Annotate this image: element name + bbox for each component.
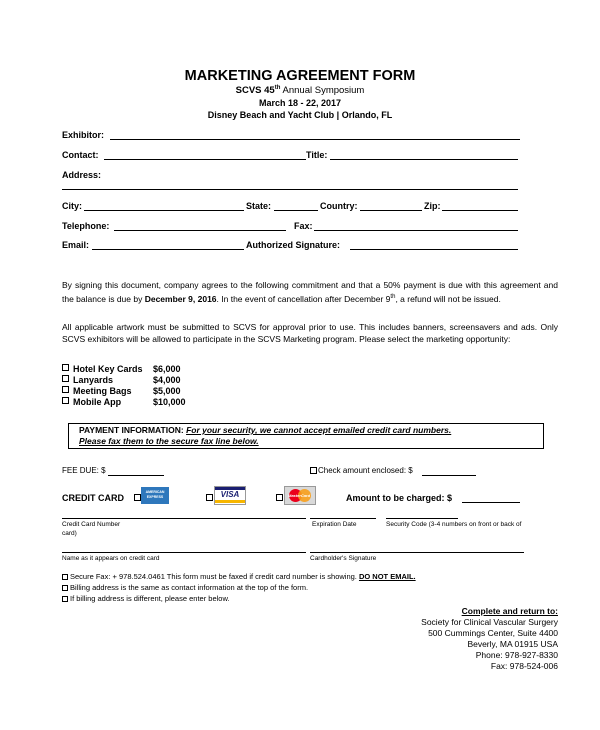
amex-checkbox[interactable]: [134, 494, 141, 501]
payment-warning-1: For your security, we cannot accept emailed credit card numbers.: [186, 425, 452, 435]
visa-logo-text: VISA: [220, 490, 240, 499]
agreement-text-b: . In the event of cancellation after December 9: [216, 293, 391, 304]
event-venue: Disney Beach and Yacht Club | Orlando, FL: [207, 110, 393, 120]
amex-logo-text: AMERICAN EXPRESS: [145, 490, 165, 499]
country-label: Country:: [320, 201, 358, 211]
mastercard-logo-text: MasterCard: [288, 493, 311, 498]
secure-fax-option[interactable]: [62, 571, 416, 582]
secure-fax-text: Secure Fax: + 978.524.0461 This form must be faxed if credit card number is showing.: [70, 572, 359, 581]
event-sup: th: [274, 85, 281, 91]
secure-fax-checkbox[interactable]: [62, 574, 68, 580]
agreement-sup: th: [390, 293, 396, 300]
balance-due-date: December 9, 2016: [144, 293, 217, 304]
email-label: Email:: [62, 240, 90, 250]
exhibitor-label: Exhibitor:: [62, 130, 104, 140]
same-billing-option[interactable]: [62, 582, 308, 593]
return-city: Beverly, MA 01915 USA: [467, 639, 558, 649]
fax-label: Fax:: [294, 221, 313, 231]
same-billing-text: Billing address is the same as contact information at the top of the form.: [70, 583, 309, 592]
return-fax: Fax: 978-524-006: [490, 661, 558, 671]
option-name: Meeting Bags: [73, 386, 132, 396]
telephone-label: Telephone:: [62, 221, 110, 231]
artwork-paragraph: All applicable artwork must be submitted to SCVS for approval prior to use. This includes banners, screensavers and ads. Only SCVS exhibitors will be allowed to participate in the SCVS Marketing program. Please select the marketing opportunity:: [62, 322, 558, 344]
agreement-text-a: By signing this document, company agrees to the following commitment and that a 50% payment is due with this agreement and the balance is due by: [62, 280, 558, 304]
signature-label: Authorized Signature:: [246, 240, 340, 250]
agreement-paragraph: [62, 280, 558, 305]
payment-info-label: PAYMENT INFORMATION:: [79, 425, 184, 435]
fee-due-label: FEE DUE: $: [62, 466, 106, 475]
expiration-caption: Expiration Date: [312, 521, 357, 528]
checkbox[interactable]: [62, 375, 69, 382]
checkbox[interactable]: [62, 397, 69, 404]
option-lanyards[interactable]: [62, 375, 186, 386]
return-street: 500 Cummings Center, Suite 4400: [428, 628, 558, 638]
zip-field[interactable]: [442, 210, 518, 211]
mastercard-checkbox[interactable]: [276, 494, 283, 501]
checkbox[interactable]: [62, 364, 69, 371]
payment-warning-2: Please fax them to the secure fax line below.: [79, 436, 259, 446]
different-billing-checkbox[interactable]: [62, 596, 68, 602]
option-meeting-bags[interactable]: [62, 386, 186, 397]
return-phone: Phone: 978-927-8330: [475, 650, 558, 660]
security-code-caption: Security Code (3-4 numbers on front or back of: [386, 521, 522, 528]
option-price: $6,000: [153, 364, 181, 374]
visa-card-icon: [214, 486, 246, 505]
mastercard-icon: [284, 486, 316, 505]
address-field-1[interactable]: [62, 189, 518, 190]
event-suffix: Annual Symposium: [280, 85, 365, 97]
check-amount-label: Check amount enclosed: $: [318, 466, 413, 475]
amount-charged-label: Amount to be charged: $: [346, 493, 453, 503]
do-not-email: DO NOT EMAIL.: [358, 572, 416, 581]
telephone-field[interactable]: [114, 230, 286, 231]
name-on-card-field[interactable]: [62, 552, 306, 553]
option-name: Mobile App: [73, 397, 122, 407]
return-org: Society for Clinical Vascular Surgery: [421, 617, 558, 627]
event-dates: March 18 - 22, 2017: [258, 98, 342, 108]
check-amount: [310, 466, 413, 475]
option-mobile-app[interactable]: [62, 397, 186, 408]
visa-checkbox[interactable]: [206, 494, 213, 501]
state-field[interactable]: [274, 210, 318, 211]
state-label: State:: [246, 201, 272, 211]
option-price: $5,000: [153, 386, 181, 396]
contact-field[interactable]: [104, 159, 306, 160]
fax-field[interactable]: [314, 230, 518, 231]
return-address: [421, 606, 558, 672]
address-label: Address:: [62, 170, 102, 180]
title-field[interactable]: [330, 159, 518, 160]
card-number-field[interactable]: [62, 518, 306, 519]
name-on-card-caption: Name as it appears on credit card: [62, 555, 160, 562]
title-label: Title:: [306, 150, 328, 160]
city-field[interactable]: [84, 210, 244, 211]
security-code-field[interactable]: [386, 518, 458, 519]
zip-label: Zip:: [424, 201, 441, 211]
check-amount-field[interactable]: [422, 475, 476, 476]
credit-card-label: CREDIT CARD: [62, 493, 124, 503]
same-billing-checkbox[interactable]: [62, 585, 68, 591]
payment-info-box: [68, 423, 544, 449]
city-label: City:: [62, 201, 82, 211]
card-number-caption: Credit Card Number: [62, 521, 121, 528]
different-billing-text: If billing address is different, please enter below.: [70, 594, 230, 603]
event-prefix: SCVS 45: [235, 85, 275, 97]
fee-due-field[interactable]: [108, 475, 164, 476]
email-field[interactable]: [92, 249, 244, 250]
check-checkbox[interactable]: [310, 467, 317, 474]
option-name: Lanyards: [73, 375, 114, 385]
form-title: MARKETING AGREEMENT FORM: [184, 68, 416, 84]
return-heading: Complete and return to:: [461, 606, 558, 616]
expiration-field[interactable]: [310, 518, 376, 519]
amex-card-icon: [141, 487, 169, 504]
agreement-text-c: , a refund will not be issued.: [395, 293, 501, 304]
cardholder-signature-caption: Cardholder's Signature: [310, 555, 377, 562]
cardholder-signature-field[interactable]: [310, 552, 524, 553]
country-field[interactable]: [360, 210, 422, 211]
contact-label: Contact:: [62, 150, 99, 160]
marketing-options: [62, 364, 186, 408]
option-hotel-key-cards[interactable]: [62, 364, 186, 375]
exhibitor-field[interactable]: [110, 139, 520, 140]
checkbox[interactable]: [62, 386, 69, 393]
different-billing-option[interactable]: [62, 593, 230, 604]
option-price: $10,000: [153, 397, 186, 407]
event-name: [0, 85, 600, 96]
option-name: Hotel Key Cards: [73, 364, 143, 374]
amount-charged-field[interactable]: [462, 502, 520, 503]
security-code-caption-cont: card): [62, 530, 77, 537]
option-price: $4,000: [153, 375, 181, 385]
signature-field[interactable]: [350, 249, 518, 250]
